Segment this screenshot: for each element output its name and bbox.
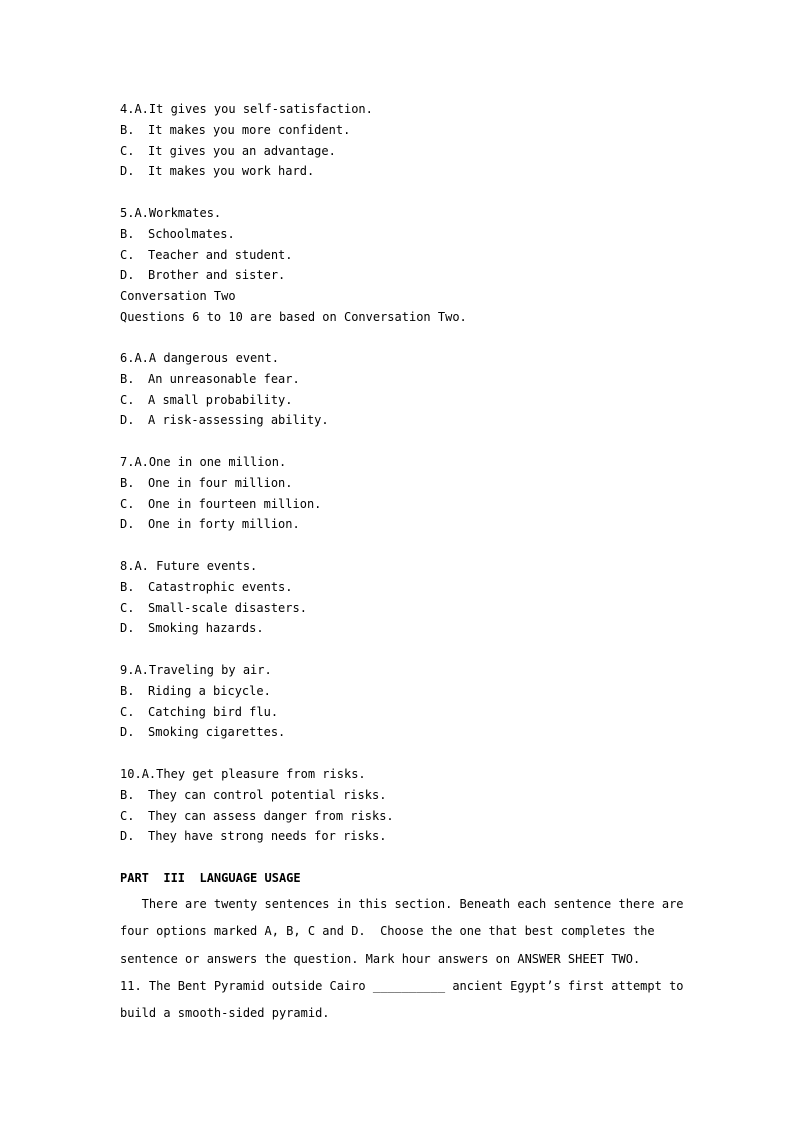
question-9: [120, 660, 285, 743]
option-label: A.: [134, 351, 149, 365]
option-text: Traveling by air.: [148, 663, 272, 677]
option-a: [120, 556, 307, 577]
option-label: B.: [120, 371, 135, 386]
option-text: A small probability.: [148, 392, 293, 407]
option-text: Catastrophic events.: [148, 579, 293, 594]
option-text: One in four million.: [148, 475, 293, 490]
option-text: One in one million.: [148, 455, 287, 469]
option-c: [120, 598, 307, 619]
option-label: D.: [120, 517, 135, 532]
option-text: Teacher and student.: [148, 247, 293, 262]
option-text: A dangerous event.: [148, 351, 279, 365]
option-c: [120, 494, 321, 515]
question-number: 5.: [120, 206, 135, 220]
question-number: 4.: [120, 102, 135, 116]
option-b: [120, 577, 307, 598]
question-number: 7.: [120, 455, 135, 469]
intro-line: sentence or answers the question. Mark hour answers on ANSWER SHEET TWO.: [120, 951, 641, 966]
option-label: B.: [120, 683, 135, 698]
option-a: [120, 203, 467, 224]
option-text: It gives you self-satisfaction.: [148, 102, 373, 116]
question-number: 6.: [120, 351, 135, 365]
question-8: [120, 556, 307, 639]
option-text: An unreasonable fear.: [148, 371, 300, 386]
option-label: C.: [120, 392, 135, 407]
option-text: One in fourteen million.: [148, 496, 322, 511]
question-5: [120, 203, 467, 328]
option-b: [120, 473, 321, 494]
question-number: 10.: [120, 767, 142, 781]
option-text: Smoking hazards.: [148, 621, 264, 636]
option-label: C.: [120, 808, 135, 823]
option-c: [120, 245, 467, 266]
option-c: [120, 806, 394, 827]
intro-line: four options marked A, B, C and D. Choose the one that best completes the: [120, 924, 655, 939]
option-d: [120, 265, 467, 286]
option-text: Catching bird flu.: [148, 704, 279, 719]
option-a: [120, 452, 321, 473]
option-label: C.: [120, 600, 135, 615]
option-b: [120, 785, 394, 806]
option-label: A.: [134, 102, 149, 116]
option-b: [120, 224, 467, 245]
option-text: Small-scale disasters.: [148, 600, 307, 615]
question-11-line: 11. The Bent Pyramid outside Cairo __________ ancient Egypt’s first attempt to: [120, 978, 684, 993]
option-d: [120, 514, 321, 535]
option-label: C.: [120, 496, 135, 511]
option-c: [120, 141, 373, 162]
option-label: A.: [141, 767, 157, 781]
option-label: A.: [134, 663, 149, 677]
question-7: [120, 452, 321, 535]
question-number: 9.: [120, 663, 135, 677]
option-label: C.: [120, 143, 135, 158]
option-label: C.: [120, 247, 135, 262]
option-label: D.: [120, 621, 135, 636]
option-text: It makes you work hard.: [148, 164, 315, 179]
option-text: A risk-assessing ability.: [148, 413, 329, 428]
option-b: [120, 120, 373, 141]
option-a: [120, 348, 329, 369]
option-label: D.: [120, 413, 135, 428]
option-text: Riding a bicycle.: [148, 683, 271, 698]
option-a: [120, 660, 285, 681]
part-intro: [120, 891, 690, 1027]
option-d: [120, 161, 373, 182]
option-b: [120, 681, 285, 702]
option-label: B.: [120, 226, 135, 241]
option-text: Smoking cigarettes.: [148, 725, 286, 740]
question-number: 8.: [120, 559, 135, 573]
option-c: [120, 702, 285, 723]
question-11-line: build a smooth-sided pyramid.: [120, 1006, 330, 1021]
option-d: [120, 618, 307, 639]
option-label: D.: [120, 829, 135, 844]
option-d: [120, 410, 329, 431]
option-text: It gives you an advantage.: [148, 143, 336, 158]
option-text: It makes you more confident.: [148, 122, 351, 137]
question-10: [120, 764, 394, 847]
option-text: They get pleasure from risks.: [156, 767, 366, 781]
option-label: D.: [120, 725, 135, 740]
option-text: Workmates.: [148, 206, 222, 220]
question-6: [120, 348, 329, 431]
option-label: D.: [120, 164, 135, 179]
option-label: B.: [120, 475, 135, 490]
option-label: A.: [134, 559, 149, 573]
question-4: [120, 99, 373, 182]
option-c: [120, 390, 329, 411]
option-label: B.: [120, 122, 135, 137]
option-d: [120, 826, 394, 847]
option-text: They have strong needs for risks.: [148, 829, 387, 844]
option-label: A.: [134, 455, 149, 469]
intro-line: There are twenty sentences in this section. Beneath each sentence there are: [120, 897, 684, 911]
option-text: Schoolmates.: [148, 226, 235, 241]
section-title: Conversation Two: [120, 289, 236, 304]
option-d: [120, 722, 285, 743]
option-label: A.: [134, 206, 149, 220]
option-label: B.: [120, 579, 135, 594]
part-heading: PART III LANGUAGE USAGE: [120, 871, 301, 885]
option-text: One in forty million.: [148, 517, 300, 532]
section-instruction: Questions 6 to 10 are based on Conversation Two.: [120, 309, 467, 324]
option-label: D.: [120, 268, 135, 283]
option-text: They can control potential risks.: [148, 787, 387, 802]
option-b: [120, 369, 329, 390]
option-label: C.: [120, 704, 135, 719]
option-a: [120, 764, 394, 785]
option-text: Brother and sister.: [148, 268, 286, 283]
option-a: [120, 99, 373, 120]
option-text: They can assess danger from risks.: [148, 808, 394, 823]
option-label: B.: [120, 787, 135, 802]
option-text: Future events.: [148, 559, 258, 573]
